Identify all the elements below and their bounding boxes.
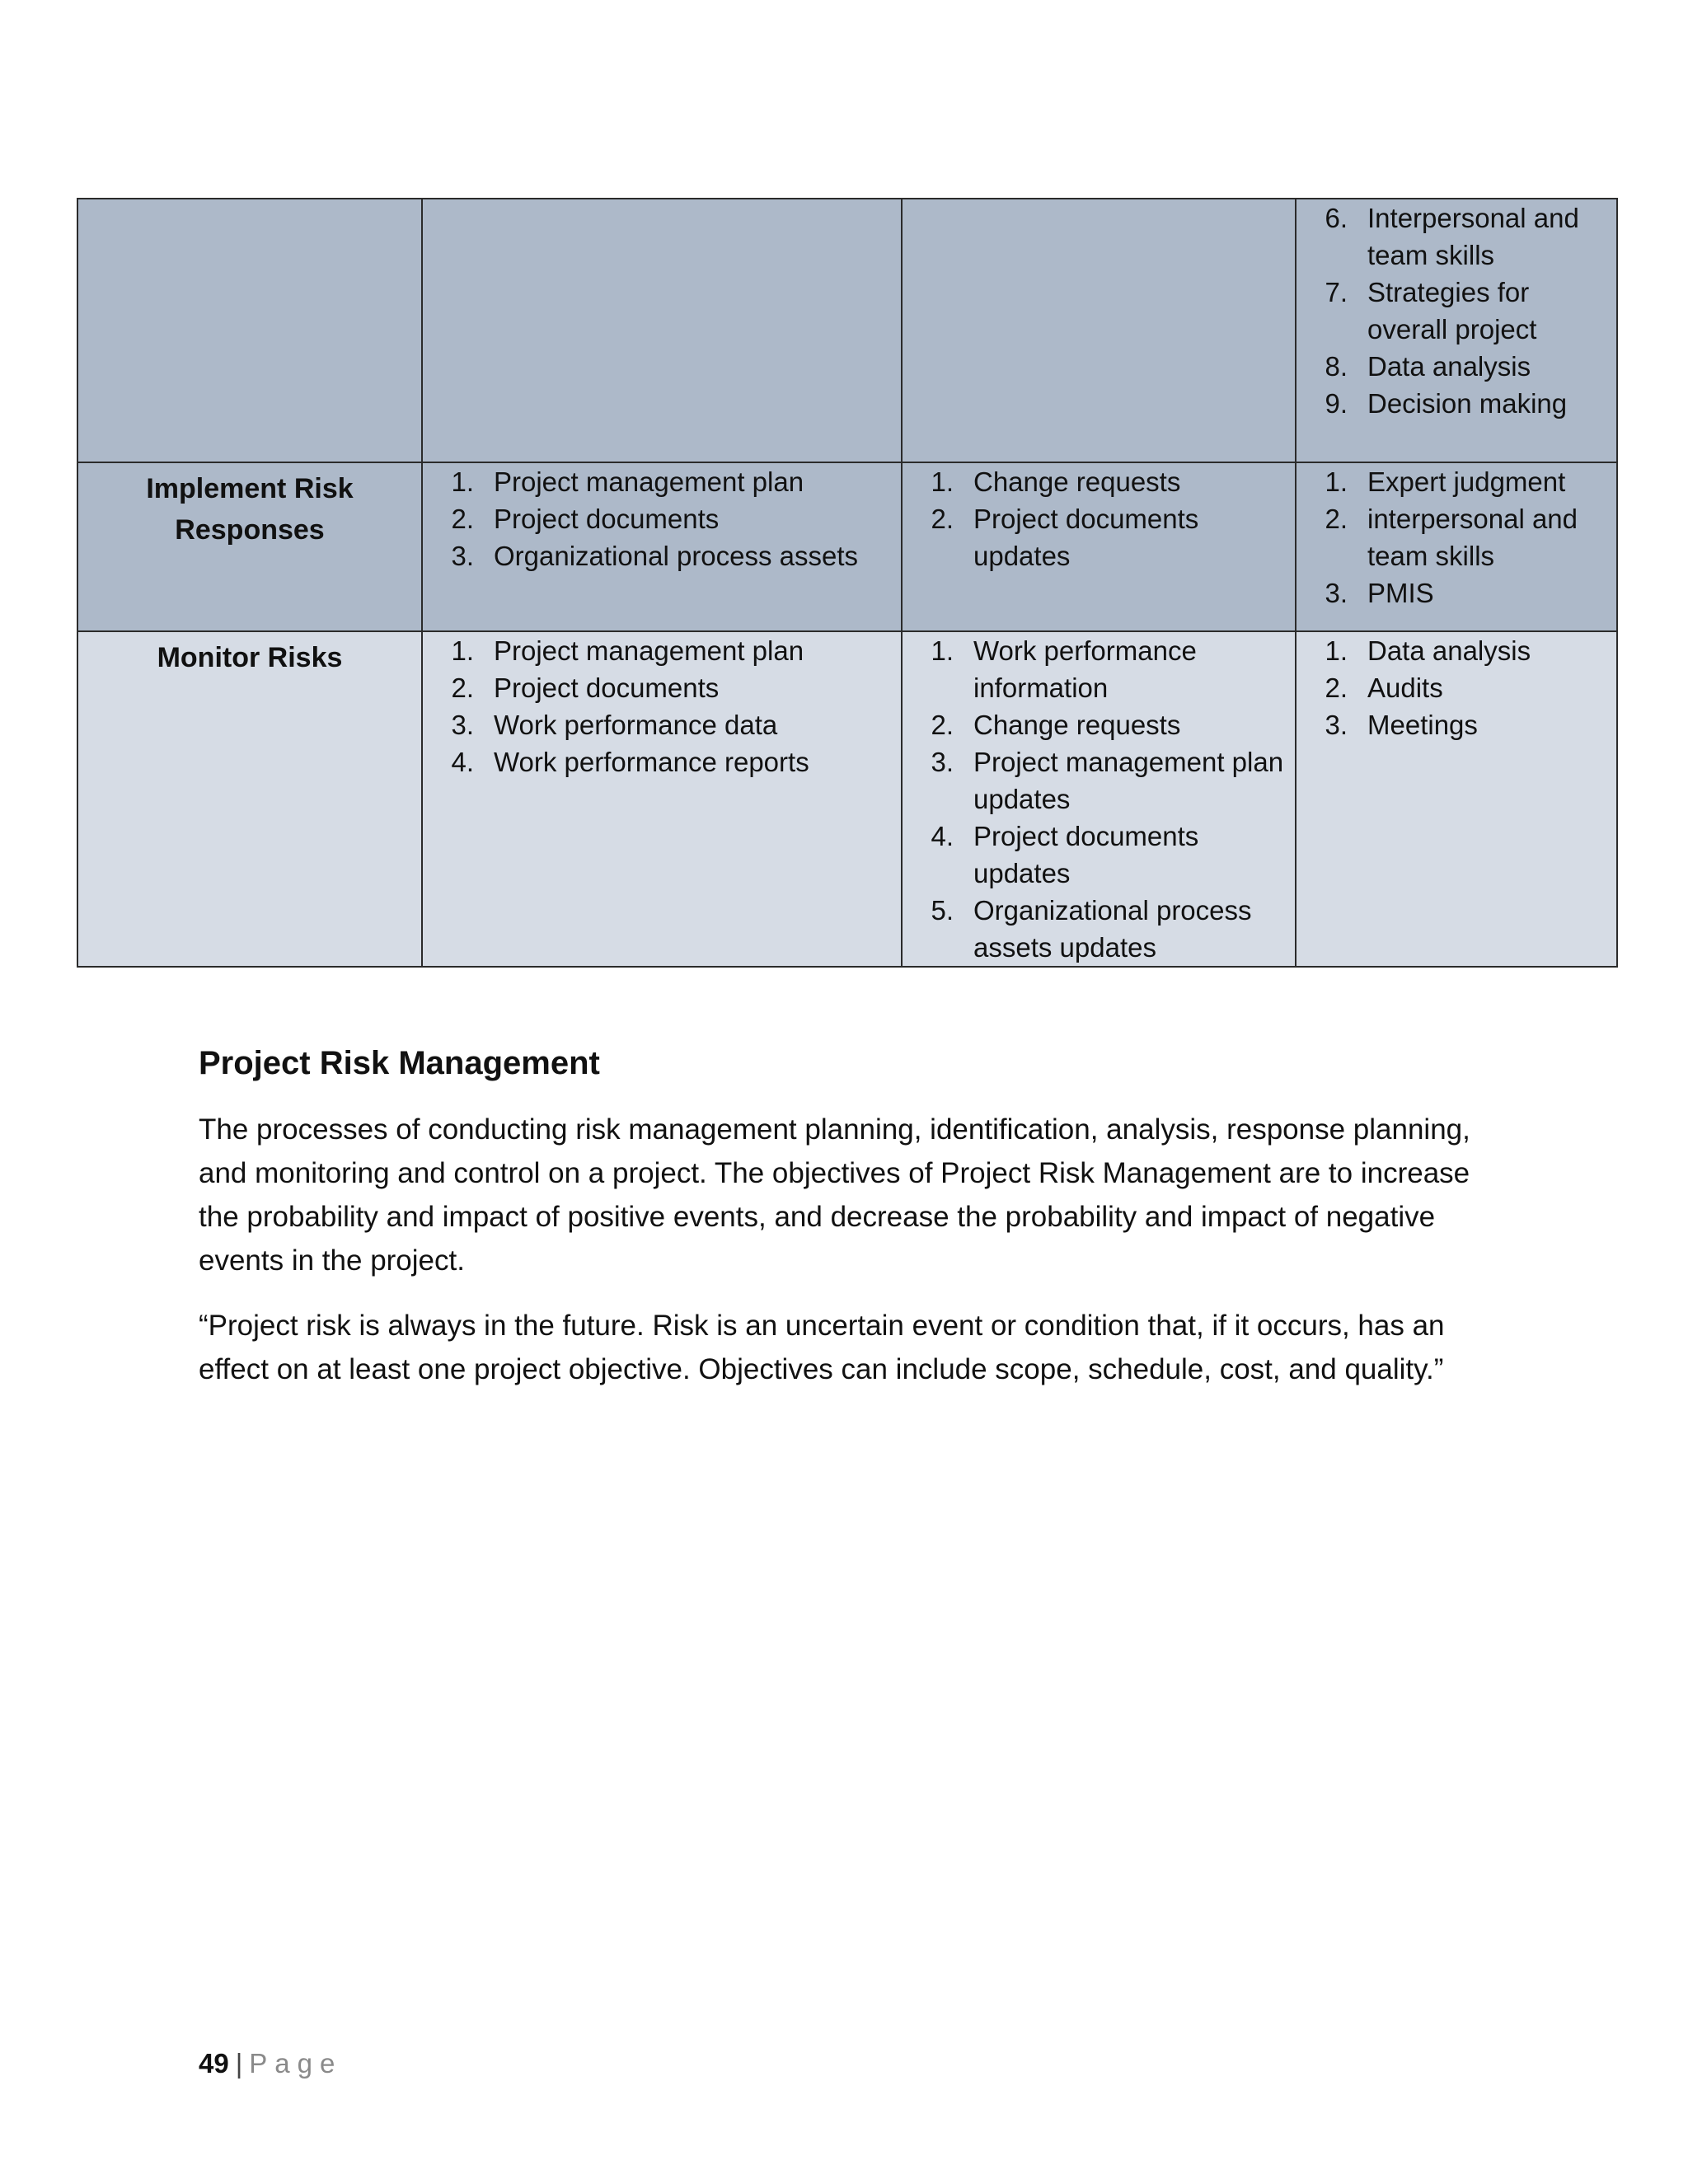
list-item-text: Organizational process assets <box>494 541 859 571</box>
footer-separator: | <box>235 2048 243 2079</box>
list-item <box>423 632 901 669</box>
list-item-number: 1. <box>931 466 954 497</box>
list-item-text: Project management plan updates <box>973 747 1284 814</box>
list-item-number: 6. <box>1325 203 1348 233</box>
list-item-text: Work performance data <box>494 710 778 740</box>
list-item <box>423 500 901 537</box>
list-item-number: 4. <box>931 821 954 851</box>
process-name-cell <box>77 199 422 462</box>
section-heading: Project Risk Management <box>199 1045 600 1081</box>
list-item-number: 2. <box>931 504 954 534</box>
tools-cell <box>1296 631 1617 967</box>
outputs-cell <box>902 631 1296 967</box>
project-risk-management-section <box>199 1040 1517 1413</box>
list-item-number: 4. <box>451 747 474 777</box>
list-item <box>1296 500 1616 574</box>
list-item <box>423 463 901 500</box>
list-item-text: Project documents <box>494 504 720 534</box>
list-item-text: Audits <box>1367 673 1443 703</box>
list-item-text: Organizational process assets updates <box>973 895 1252 963</box>
list-item-text: Data analysis <box>1367 351 1531 382</box>
list-item-number: 3. <box>451 710 474 740</box>
inputs-cell <box>422 462 902 631</box>
inputs-cell <box>422 631 902 967</box>
page-number: 49 <box>199 2048 229 2079</box>
list-item-text: Interpersonal and team skills <box>1367 203 1579 270</box>
table-row <box>77 631 1617 967</box>
list-item <box>903 706 1295 743</box>
list-item-text: Project management plan <box>494 466 804 497</box>
list-item-number: 2. <box>451 673 474 703</box>
list-item <box>903 463 1295 500</box>
list-item-number: 8. <box>1325 351 1348 382</box>
list-item-number: 9. <box>1325 388 1348 419</box>
process-name-line: Implement Risk <box>146 473 354 504</box>
process-name-cell <box>77 631 422 967</box>
list-item-text: Change requests <box>973 710 1181 740</box>
list-item-text: Change requests <box>973 466 1181 497</box>
list-item <box>1296 669 1616 706</box>
list-item-number: 2. <box>1325 673 1348 703</box>
list-item <box>903 818 1295 892</box>
list-item <box>1296 632 1616 669</box>
process-name-cell <box>77 462 422 631</box>
list-item-text: Expert judgment <box>1367 466 1566 497</box>
list-item-number: 3. <box>1325 710 1348 740</box>
inputs-cell <box>422 199 902 462</box>
numbered-list <box>903 463 1295 574</box>
list-item-number: 1. <box>451 635 474 666</box>
list-item <box>1296 463 1616 500</box>
list-item-text: Work performance reports <box>494 747 809 777</box>
numbered-list <box>423 463 901 574</box>
list-item <box>1296 274 1616 348</box>
outputs-cell <box>902 199 1296 462</box>
numbered-list <box>1296 632 1616 743</box>
paragraph: “Project risk is always in the future. Risk is an uncertain event or condition that, if it occurs, has an effect on at least one project objective. Objectives can include scope, schedule, cost, and quality.” <box>199 1310 1445 1385</box>
list-item-number: 1. <box>451 466 474 497</box>
list-item-text: Decision making <box>1367 388 1568 419</box>
list-item-number: 2. <box>451 504 474 534</box>
list-item <box>1296 199 1616 274</box>
list-item-text: Project documents updates <box>973 821 1199 888</box>
list-item <box>903 500 1295 574</box>
list-item-text: Meetings <box>1367 710 1478 740</box>
list-item-number: 1. <box>1325 466 1348 497</box>
numbered-list <box>903 632 1295 966</box>
numbered-list <box>423 632 901 780</box>
list-item <box>423 743 901 780</box>
table-row <box>77 199 1617 462</box>
list-item-text: Project management plan <box>494 635 804 666</box>
list-item <box>1296 385 1616 422</box>
tools-cell <box>1296 462 1617 631</box>
list-item-text: Project documents updates <box>973 504 1199 571</box>
list-item-number: 2. <box>1325 504 1348 534</box>
list-item <box>423 669 901 706</box>
list-item-number: 5. <box>931 895 954 926</box>
list-item <box>903 743 1295 818</box>
list-item-number: 3. <box>451 541 474 571</box>
paragraph: The processes of conducting risk management planning, identification, analysis, response planning, and monitoring and control on a project. The objectives of Project Risk Management are to increase the probability and impact of positive events, and decrease the probability and impact of negative events in the project. <box>199 1113 1470 1277</box>
list-item <box>903 632 1295 706</box>
risk-process-table <box>77 198 1618 968</box>
list-item <box>1296 706 1616 743</box>
page-footer <box>199 2046 342 2082</box>
list-item <box>423 706 901 743</box>
numbered-list <box>1296 463 1616 612</box>
list-item <box>1296 574 1616 612</box>
list-item <box>1296 348 1616 385</box>
table-row <box>77 462 1617 631</box>
outputs-cell <box>902 462 1296 631</box>
numbered-list <box>1296 199 1616 422</box>
list-item-number: 3. <box>931 747 954 777</box>
process-name-line: Monitor Risks <box>157 642 343 673</box>
list-item-number: 3. <box>1325 578 1348 608</box>
list-item-number: 1. <box>1325 635 1348 666</box>
list-item-text: PMIS <box>1367 578 1434 608</box>
list-item-text: Data analysis <box>1367 635 1531 666</box>
list-item <box>903 892 1295 966</box>
list-item-number: 7. <box>1325 277 1348 307</box>
list-item-text: Work performance information <box>973 635 1197 703</box>
list-item-text: Strategies for overall project <box>1367 277 1537 344</box>
list-item-number: 1. <box>931 635 954 666</box>
list-item-text: Project documents <box>494 673 720 703</box>
list-item <box>423 537 901 574</box>
process-name-line: Responses <box>175 514 325 546</box>
page-label: Page <box>249 2048 343 2079</box>
list-item-text: interpersonal and team skills <box>1367 504 1578 571</box>
tools-cell <box>1296 199 1617 462</box>
list-item-number: 2. <box>931 710 954 740</box>
